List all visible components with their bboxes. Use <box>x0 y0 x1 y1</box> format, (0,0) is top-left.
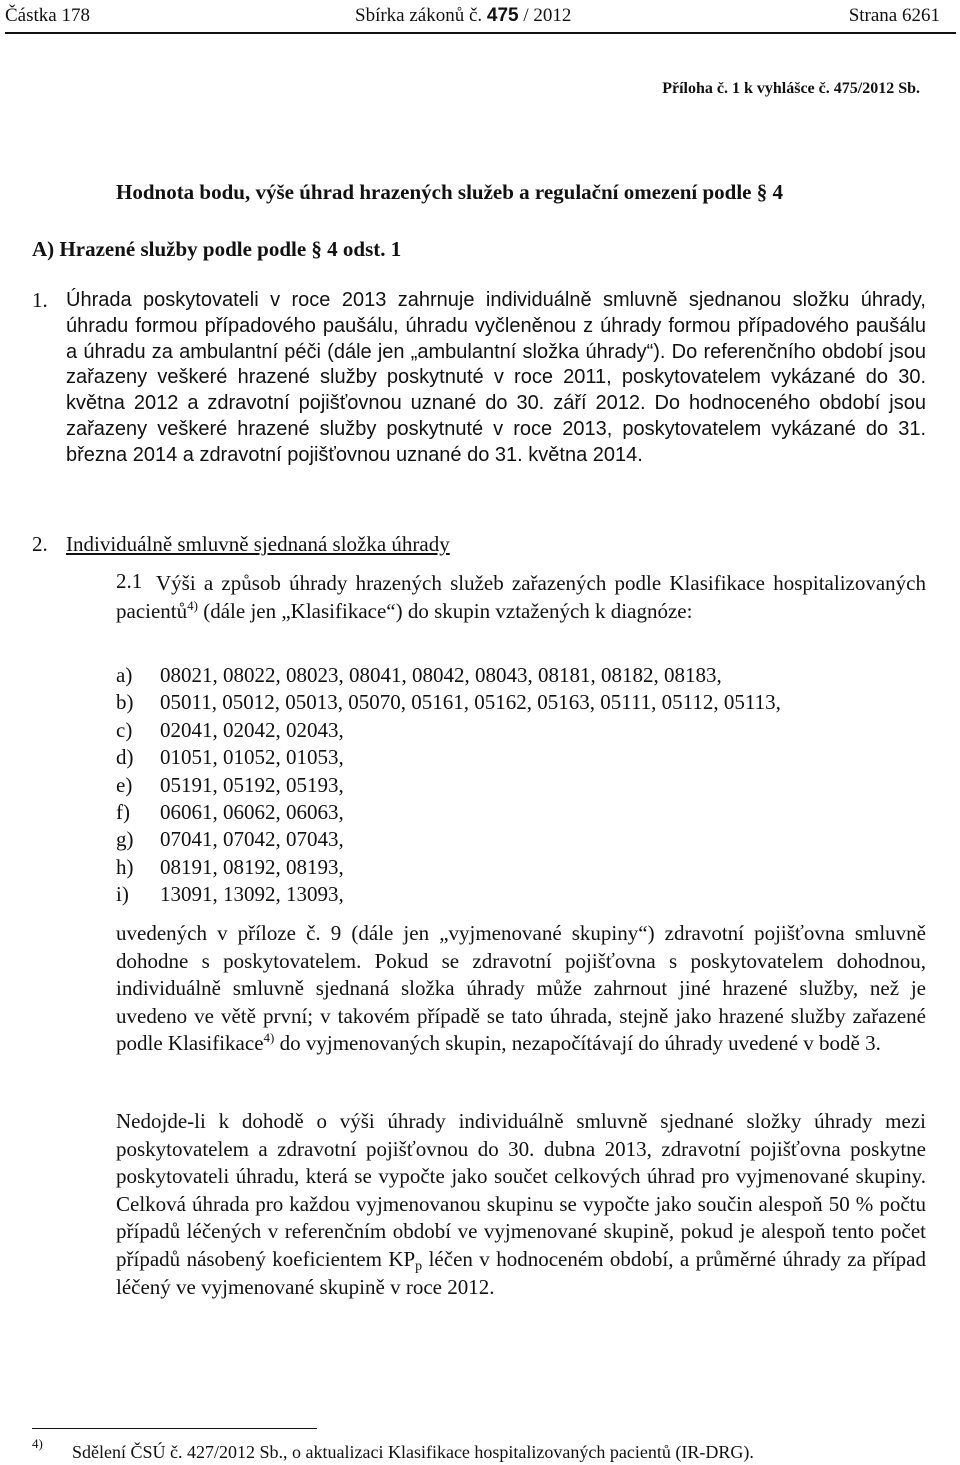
list-item-letter: a) <box>116 663 133 687</box>
list-item-letter: e) <box>116 772 133 797</box>
para3-text-b: do vyjmenovaných skupin, nezapočítávají do úhrady uvedené v bodě 3. <box>274 1031 881 1056</box>
annex-label: Příloha č. 1 k vyhlášce č. 475/2012 Sb. <box>662 80 920 97</box>
header-collection-label: Sbírka zákonů č. <box>355 5 483 26</box>
list-item-text: 05191, 05192, 05193, <box>160 772 344 797</box>
item21-number: 2.1 <box>116 569 143 593</box>
section-a-heading: A) Hrazené služby podle podle § 4 odst. 1 <box>32 237 402 261</box>
para3-text-a: uvedených v příloze č. 9 (dále jen „vyjmenované skupiny“) zdravotní pojišťovna smluvně dohodne s poskytovatelem. Pokud se zdravotní pojišťovna s poskytovatelem dohodnou, individuálně smluvně sjednaná složka úhrady může zahrnout jiné hrazené služby, než je uvedeno ve větě první; v takovém případě se tato úhrada, stejně jako hrazené služby zařazené podle Klasifikace <box>116 921 926 1056</box>
item1-number: 1. <box>32 288 48 312</box>
item21-text-a: Výši a způsob úhrady hrazených služeb zařazených podle Klasifikace hospitalizovaných pacientů <box>116 571 926 623</box>
list-item-text: 08191, 08192, 08193, <box>160 854 344 879</box>
list-item-letter: g) <box>116 827 134 852</box>
list-item-letter: d) <box>116 745 134 770</box>
list-item-text: 13091, 13092, 13093, <box>160 882 344 907</box>
list-item-letter: b) <box>116 690 134 715</box>
item2-heading: Individuálně smluvně sjednaná složka úhrady <box>66 532 450 556</box>
header-page: Strana 6261 <box>848 5 940 26</box>
item1-paragraph: Úhrada poskytovateli v roce 2013 zahrnuje individuálně smluvně sjednanou složku úhrady, úhradu formou případového paušálu, úhradu vyčleněnou z úhrady formou případového paušálu a úhradu za ambulantní péči (dále jen „ambulantní složka úhrady“). Do referenčního období jsou zařazeny veškeré hrazené služby poskytnuté v roce 2011, poskytovatelem vykázané do 30. května 2012 a zdravotní pojišťovnou uznané do 30. září 2012. Do hodnoceného období jsou zařazeny veškeré hrazené služby poskytnuté v roce 2013, poskytovatelem vykázané do 31. března 2014 a zdravotní pojišťovnou uznané do 31. května 2014. <box>66 289 926 466</box>
footnote-text: Sdělení ČSÚ č. 427/2012 Sb., o aktualizaci Klasifikace hospitalizovaných pacientů (IR-DRG). <box>72 1442 754 1462</box>
list-item-letter: h) <box>116 854 134 879</box>
para4-text-b: léčen v hodnoceném období, a průměrné úhrady za případ léčený ve vyjmenované skupině v roce 2012. <box>116 1246 926 1299</box>
item21-paragraph <box>116 569 926 625</box>
item2-number: 2. <box>32 532 48 556</box>
footnote-rule <box>32 1428 317 1429</box>
list-item-letter: i) <box>116 882 129 907</box>
list-item <box>116 662 781 689</box>
list-item <box>116 717 781 744</box>
list-item-text: 08021, 08022, 08023, 08041, 08042, 08043, 08181, 08182, 08183, <box>160 663 722 687</box>
list-item <box>116 744 781 771</box>
list-item-letter: f) <box>116 800 130 825</box>
footnote-ref: 4) <box>263 1030 275 1046</box>
list-item <box>116 799 781 826</box>
list-item <box>116 826 781 853</box>
footnote-mark: 4) <box>32 1436 43 1451</box>
list-item-text: 06061, 06062, 06063, <box>160 800 344 825</box>
header-number: 475 <box>486 5 519 26</box>
list-item-text: 02041, 02042, 02043, <box>160 717 344 742</box>
header-collection <box>355 5 571 27</box>
list-item-text: 01051, 01052, 01053, <box>160 745 344 770</box>
item21-text-b: (dále jen „Klasifikace“) do skupin vztažených k diagnóze: <box>197 599 693 623</box>
header-year: / 2012 <box>518 5 572 26</box>
list-item <box>116 689 781 716</box>
list-item <box>116 854 781 881</box>
list-item-text: 05011, 05012, 05013, 05070, 05161, 05162, 05163, 05111, 05112, 05113, <box>160 690 781 715</box>
list-item <box>116 772 781 799</box>
document-title: Hodnota bodu, výše úhrad hrazených služeb a regulační omezení podle § 4 <box>116 180 783 204</box>
list-item-text: 07041, 07042, 07043, <box>160 827 344 852</box>
list-item <box>116 881 781 908</box>
header-rule <box>5 32 956 34</box>
header-part: Částka 178 <box>5 5 90 26</box>
diagnosis-code-list <box>116 662 781 909</box>
paragraph-negotiation <box>116 920 926 1058</box>
coefficient-subscript: p <box>415 1258 423 1274</box>
list-item-letter: c) <box>116 717 133 742</box>
para4-text-a: Nedojde-li k dohodě o výši úhrady individuálně smluvně sjednané složky úhrady mezi poskytovatelem a zdravotní pojišťovnou do 30. dubna 2013, zdravotní pojišťovna poskytne poskytovateli úhradu, která se vypočte jako součet celkových úhrad pro vyjmenované skupiny. Celková úhrada pro každou vyjmenovanou skupinu se vypočte jako součin alespoň 50 % počtu případů léčených v referenčním období ve vyjmenované skupině, pokud je alespoň tento počet případů násobený koeficientem KP <box>116 1109 926 1271</box>
footnote-ref: 4) <box>187 598 198 613</box>
paragraph-no-agreement <box>116 1108 926 1301</box>
